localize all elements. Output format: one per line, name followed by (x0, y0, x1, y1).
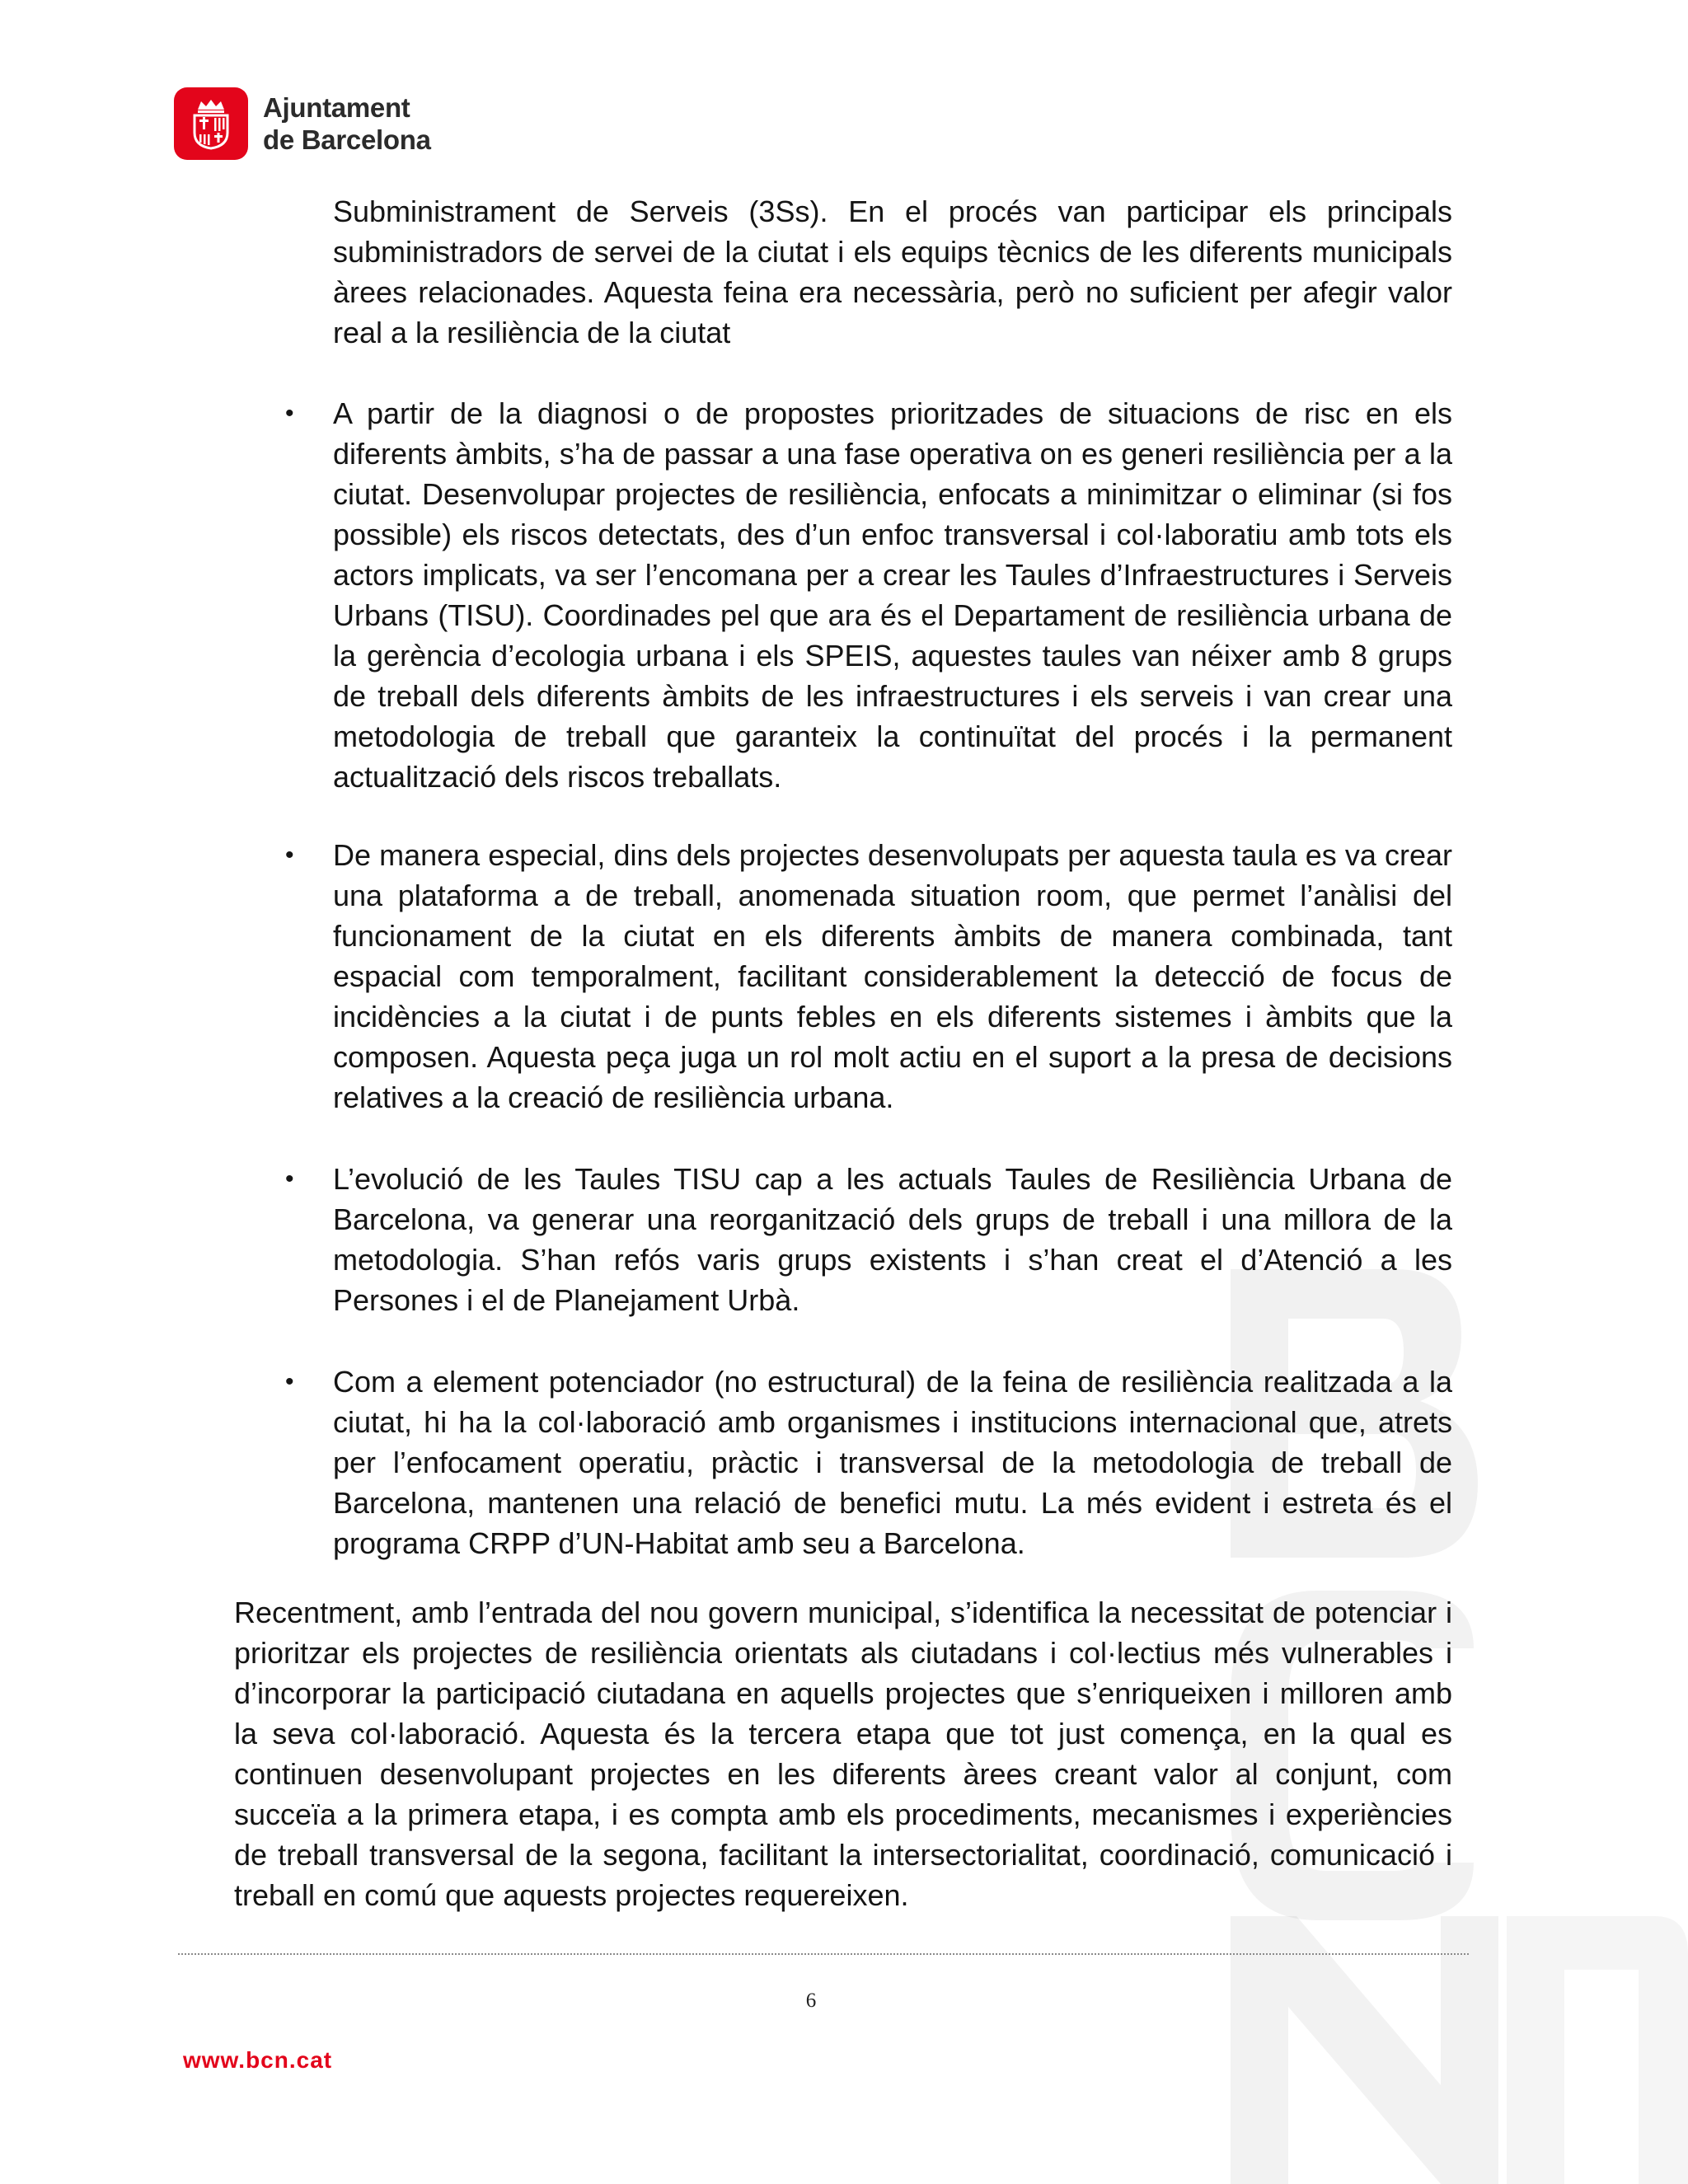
continued-bullet-text: Subministrament de Serveis (3Ss). En el procés van participar els principals subministradors de servei de la ciutat i els equips tècnics de les diferents municipals àrees relacionades. Aquesta feina era necessària, però no suficient per afegir valor real a la resiliència de la ciutat (333, 194, 1452, 349)
logo-line-2: de Barcelona (263, 124, 431, 155)
bullet-col-laboracio: Com a element potenciador (no estructural) de la feina de resiliència realitzada a la ciutat, hi ha la col·laboració amb organismes i institucions internacional que, atrets per l’enfocament operatiu, pràctic i transversal de la metodologia de treball de Barcelona, mantenen una relació de benefici mutu. La més evident i estreta és el programa CRPP d’UN-Habitat amb seu a Barcelona. (333, 1365, 1452, 1560)
bullet-marker: • (285, 1165, 294, 1193)
ajuntament-logo (174, 87, 431, 160)
bullet-situation-room: De manera especial, dins dels projectes desenvolupats per aquesta taula es va crear una plataforma a de treball, anomenada situation room, que permet l’anàlisi del funcionament de la ciutat en els diferents àmbits de manera combinada, tant espacial com temporalment, facilitant considerablement la detecció de focus de incidències a la ciutat i de punts febles en els diferents sistemes i àmbits que la composen. Aquesta peça juga un rol molt actiu en el suport a la presa de decisions relatives a la creació de resiliència urbana. (333, 838, 1452, 1114)
bullet-marker: • (285, 1368, 294, 1395)
logo-line-1: Ajuntament (263, 92, 410, 123)
bullet-marker: • (285, 400, 294, 427)
website-link[interactable]: www.bcn.cat (183, 2047, 333, 2073)
bullet-taules-resiliencia: L’evolució de les Taules TISU cap a les actuals Taules de Resiliència Urbana de Barcelona, va generar una reorganització dels grups de treball i una millora de la metodologia. S’han refós varis grups existents i s’han creat el d’Atenció a les Persones i el de Planejament Urbà. (333, 1162, 1452, 1317)
bullet-marker: • (285, 841, 294, 869)
page-number: 6 (805, 1990, 817, 2012)
logo-wordmark (263, 91, 431, 156)
bullet-tisu: A partir de la diagnosi o de propostes prioritzades de situacions de risc en els diferents àmbits, s’ha de passar a una fase operativa on es generi resiliència per a la ciutat. Desenvolupar projectes de resiliència, enfocats a minimitzar o eliminar (si fos possible) els riscos detectats, des d’un enfoc transversal i col·laboratiu amb tots els actors implicats, va ser l’encomana per a crear les Taules d’Infraestructures i Serveis Urbans (TISU). Coordinades pel que ara és el Departament de resiliència urbana de la gerència d’ecologia urbana i els SPEIS, aquestes taules van néixer amb 8 grups de treball dels diferents àmbits de les infraestructures i els serveis i van crear una metodologia de treball que garanteix la continuïtat del procés i la permanent actualització dels riscos treballats. (333, 396, 1452, 794)
footer-divider (178, 1953, 1469, 1955)
barcelona-shield-icon (174, 87, 248, 160)
closing-paragraph: Recentment, amb l’entrada del nou govern municipal, s’identifica la necessitat de potenciar i prioritzar els projectes de resiliència orientats als ciutadans i col·lectius més vulnerables i d’incorporar la participació ciutadana en aquells projectes que s’enriqueixen i milloren amb la seva col·laboració. Aquesta és la tercera etapa que tot just comença, en la qual es continuen desenvolupant projectes en les diferents àrees creant valor al conjunt, com succeïa a la primera etapa, i es compta amb els procediments, mecanismes i experiències de treball transversal de la segona, facilitant la intersectorialitat, coordinació, comunicació i treball en comú que aquests projectes requereixen. (234, 1596, 1452, 1912)
